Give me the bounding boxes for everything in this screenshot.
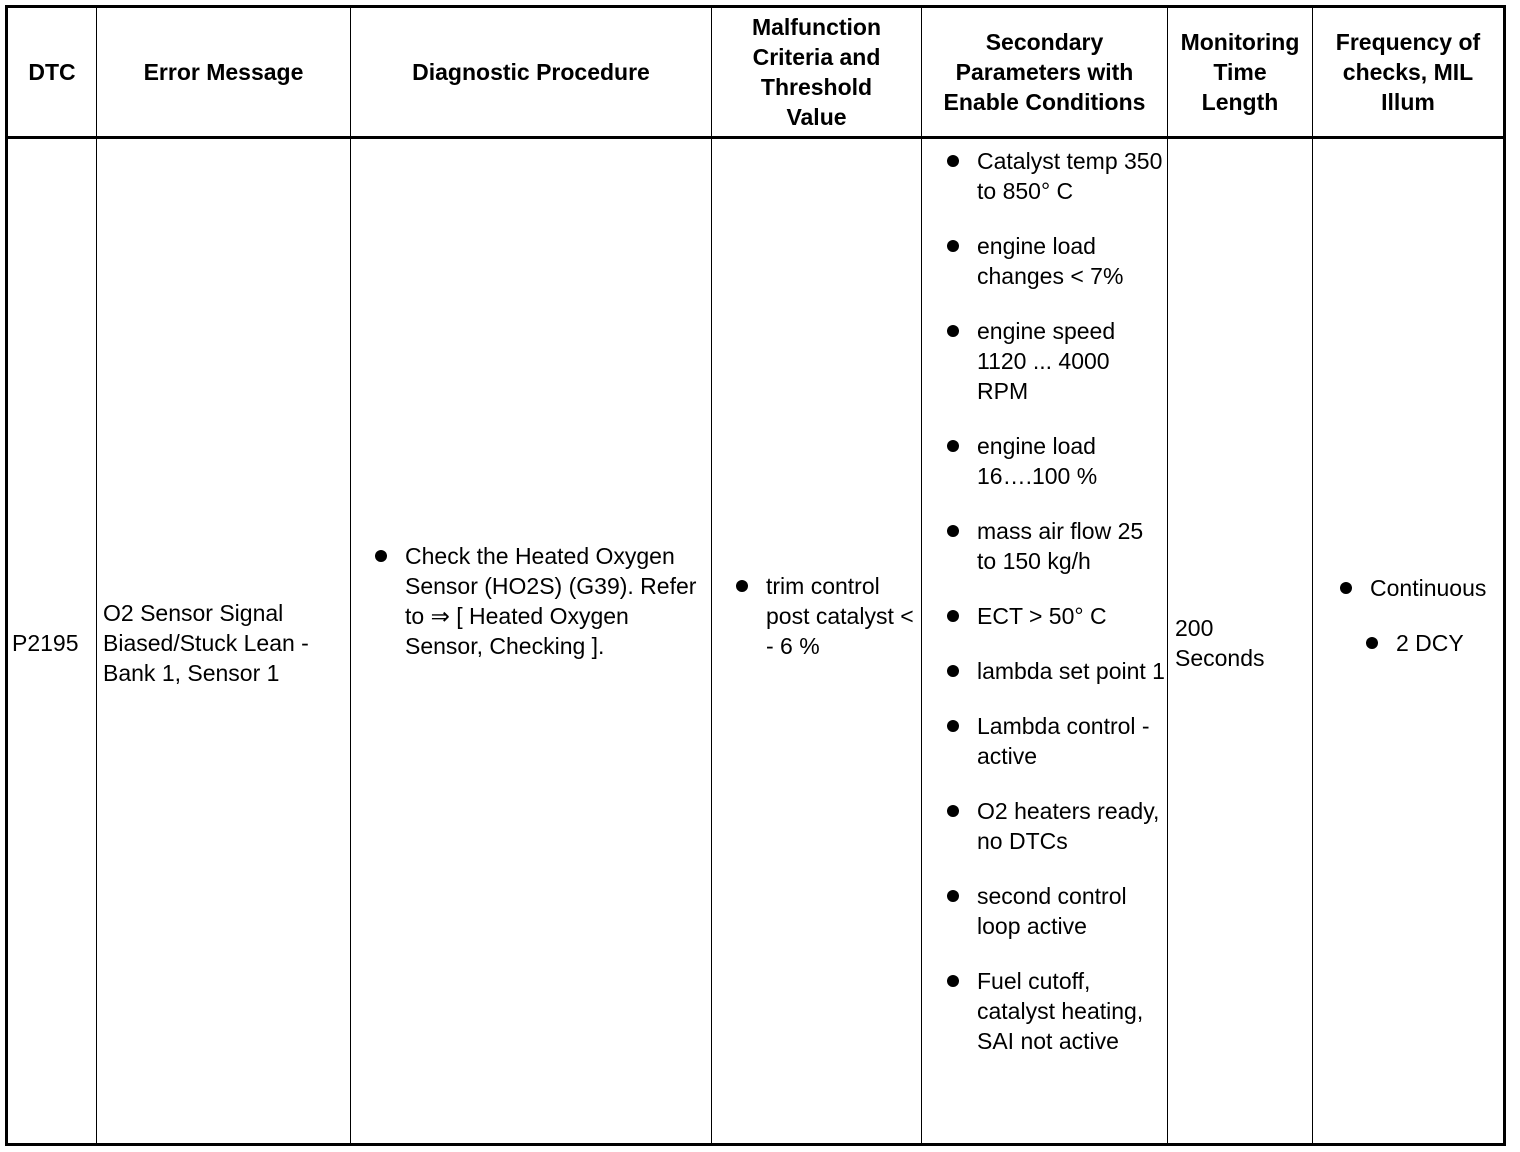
- secondary-parameter: second control loop active: [977, 883, 1127, 939]
- secondary-parameter: engine load changes < 7%: [977, 233, 1124, 289]
- bullet-icon: [947, 805, 959, 817]
- list-item: [945, 796, 1167, 856]
- monitoring-time: 200 Seconds: [1175, 615, 1265, 671]
- header-error-message: Error Message: [143, 59, 304, 85]
- header-dtc: DTC: [28, 59, 76, 85]
- column-divider: [1167, 5, 1168, 1146]
- column-divider: [96, 5, 97, 1146]
- column-divider: [350, 5, 351, 1146]
- list-item: [945, 316, 1167, 406]
- list-item: [945, 711, 1167, 771]
- secondary-parameter: lambda set point 1: [977, 658, 1165, 684]
- bullet-icon: [375, 550, 387, 562]
- secondary-parameter: Catalyst temp 350 to 850° C: [977, 148, 1163, 204]
- list-item: [945, 656, 1167, 686]
- frequency-item: Continuous: [1370, 575, 1487, 601]
- bullet-icon: [947, 155, 959, 167]
- list-item: [945, 146, 1167, 206]
- bullet-icon: [947, 325, 959, 337]
- bullet-icon: [947, 890, 959, 902]
- list-item: [945, 516, 1167, 576]
- column-divider: [921, 5, 922, 1146]
- secondary-parameter: mass air flow 25 to 150 kg/h: [977, 518, 1144, 574]
- frequency-item: 2 DCY: [1396, 630, 1464, 656]
- secondary-parameter: Lambda control - active: [977, 713, 1150, 769]
- bullet-icon: [947, 610, 959, 622]
- secondary-parameters-list: [945, 146, 1167, 1056]
- error-message: O2 Sensor Signal Biased/Stuck Lean - Bank 1, Sensor 1: [103, 600, 309, 686]
- secondary-parameter: O2 heaters ready, no DTCs: [977, 798, 1160, 854]
- bullet-icon: [1340, 582, 1352, 594]
- frequency-list: [1364, 628, 1503, 658]
- bullet-icon: [947, 720, 959, 732]
- header-secondary-parameters: Secondary Parameters with Enable Conditions: [943, 29, 1146, 115]
- dtc-code: P2195: [12, 630, 79, 656]
- bullet-icon: [947, 440, 959, 452]
- bullet-icon: [947, 240, 959, 252]
- column-divider: [711, 5, 712, 1146]
- header-frequency: Frequency of checks, MIL Illum: [1335, 29, 1481, 115]
- bullet-icon: [947, 665, 959, 677]
- header-monitoring-time: Monitoring Time Length: [1180, 29, 1300, 115]
- list-item: [945, 601, 1167, 631]
- bullet-icon: [1366, 637, 1378, 649]
- secondary-parameter: Fuel cutoff, catalyst heating, SAI not active: [977, 968, 1144, 1054]
- bullet-icon: [947, 975, 959, 987]
- header-diagnostic-procedure: Diagnostic Procedure: [412, 59, 650, 85]
- list-item: [1364, 628, 1503, 658]
- column-divider: [1312, 5, 1313, 1146]
- list-item: [1338, 573, 1503, 603]
- secondary-parameter: engine load 16….100 %: [977, 433, 1098, 489]
- list-item: [945, 231, 1167, 291]
- secondary-parameter: ECT > 50° C: [977, 603, 1107, 629]
- secondary-parameter: engine speed 1120 ... 4000 RPM: [977, 318, 1116, 404]
- header-divider: [5, 136, 1506, 139]
- header-malfunction-criteria: Malfunction Criteria and Threshold Value: [751, 14, 882, 130]
- malfunction-criteria-text: trim control post catalyst < - 6 %: [766, 573, 914, 659]
- diagnostic-procedure-text: Check the Heated Oxygen Sensor (HO2S) (G39). Refer to ⇒ [ Heated Oxygen Sensor, Checking ].: [405, 543, 697, 659]
- list-item: [945, 431, 1167, 491]
- list-item: [373, 541, 708, 661]
- list-item: [945, 881, 1167, 941]
- list-item: [734, 571, 920, 661]
- bullet-icon: [947, 525, 959, 537]
- list-item: [945, 966, 1167, 1056]
- malfunction-criteria-list: [734, 571, 920, 661]
- diagnostic-procedure-list: [373, 541, 708, 661]
- bullet-icon: [736, 580, 748, 592]
- frequency-list: [1338, 573, 1503, 603]
